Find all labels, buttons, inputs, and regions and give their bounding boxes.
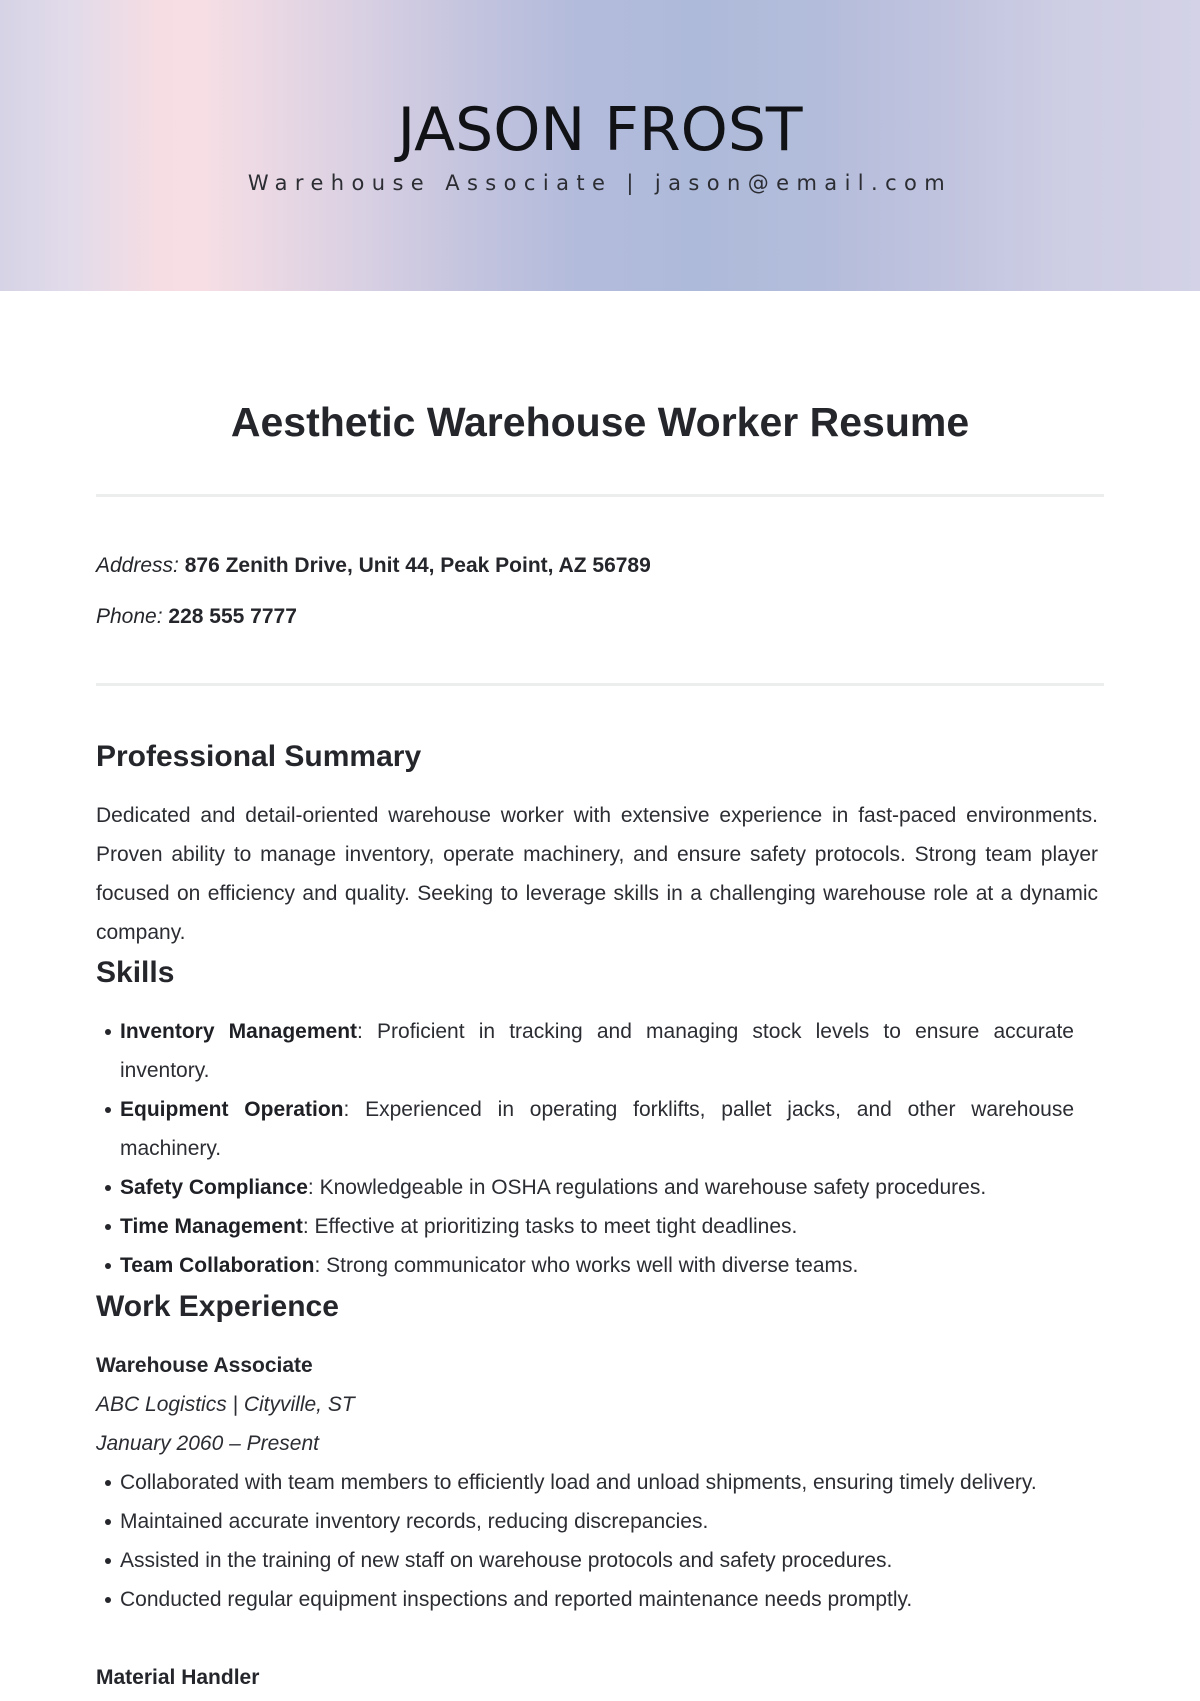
skill-term: Team Collaboration [120, 1254, 315, 1277]
skill-term: Safety Compliance [120, 1176, 308, 1199]
skill-term: Equipment Operation [120, 1098, 344, 1121]
list-item [96, 1168, 1074, 1207]
list-item: Maintained accurate inventory records, reducing discrepancies. [96, 1502, 1074, 1541]
job-title: Warehouse Associate [96, 1354, 313, 1377]
skill-desc: : Knowledgeable in OSHA regulations and warehouse safety procedures. [307, 1176, 987, 1199]
skills-list [96, 1012, 1074, 1285]
candidate-subtitle: Warehouse Associate | jason@email.com [247, 171, 953, 195]
list-item [96, 1012, 1074, 1090]
divider-top [96, 494, 1104, 497]
candidate-name: JASON FROST [397, 95, 803, 165]
skill-desc: : Proficient in tracking and managing stock levels to ensure accurate inventory. [120, 1020, 1074, 1082]
summary-heading: Professional Summary [96, 740, 422, 773]
list-item [96, 1207, 1074, 1246]
contact-phone [96, 602, 297, 632]
list-item: Conducted regular equipment inspections and reported maintenance needs promptly. [96, 1580, 1074, 1619]
job-bullets [96, 1463, 1074, 1619]
divider-contact [96, 683, 1104, 686]
skill-desc: : Strong communicator who works well with diverse teams. [314, 1254, 859, 1277]
skill-desc: : Effective at prioritizing tasks to meet tight deadlines. [302, 1215, 798, 1238]
address-value: 876 Zenith Drive, Unit 44, Peak Point, AZ 56789 [184, 554, 651, 577]
job-title: Material Handler [96, 1666, 260, 1689]
job-company: ABC Logistics | Cityville, ST [96, 1393, 355, 1416]
experience-heading: Work Experience [96, 1290, 339, 1323]
phone-label: Phone: [96, 605, 163, 628]
contact-address [96, 551, 651, 581]
list-item: Assisted in the training of new staff on warehouse protocols and safety procedures. [96, 1541, 1074, 1580]
summary-text: Dedicated and detail-oriented warehouse worker with extensive experience in fast-paced environments. Proven ability to manage inventory, operate machinery, and ensure safety protocols. Strong team player focused on efficiency and quality. Seeking to leverage skills in a challenging warehouse role at a dynamic company. [96, 804, 1098, 944]
job-dates: January 2060 – Present [96, 1432, 319, 1455]
skills-heading: Skills [96, 956, 175, 989]
address-label: Address: [96, 554, 179, 577]
list-item [96, 1246, 1074, 1285]
phone-value: 228 555 7777 [168, 605, 297, 628]
document-title: Aesthetic Warehouse Worker Resume [230, 399, 970, 445]
skill-term: Time Management [120, 1215, 303, 1238]
skill-term: Inventory Management [120, 1020, 358, 1043]
skill-desc: : Experienced in operating forklifts, pallet jacks, and other warehouse machinery. [120, 1098, 1075, 1160]
list-item [96, 1090, 1074, 1168]
list-item: Collaborated with team members to efficiently load and unload shipments, ensuring timely delivery. [96, 1463, 1074, 1502]
